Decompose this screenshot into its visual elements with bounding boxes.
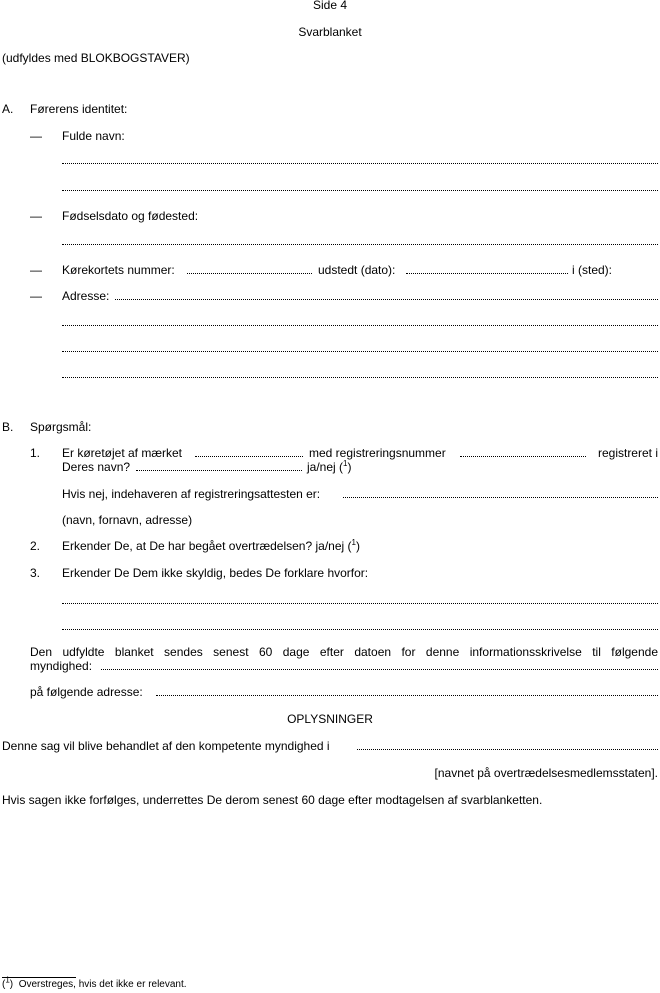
question-1-yes-no: ja/nej ($^1$) [307,459,352,474]
question-1-text-c: registreret i [597,446,658,460]
footnote-ref: 1 [343,459,348,468]
issued-place-label: i (sted): [572,263,613,277]
address-line-4[interactable] [62,377,658,378]
footnote: ($^1$) Overstreges, hvis det ikke er relevant. [2,975,187,990]
question-3-text: Erkender De Dem ikke skyldig, bedes De forklare hvorfor: [62,566,369,580]
info-line-2: Hvis sagen ikke forfølges, underrettes De derom senest 60 dage efter modtagelsen af svarblanketten. [2,793,543,807]
competent-authority-field[interactable] [357,749,658,750]
form-instruction: (udfyldes med BLOKBOGSTAVER) [2,51,190,65]
birth-label: Fødselsdato og fødested: [62,209,199,223]
section-b-title: Spørgsmål: [30,420,92,434]
question-1-text-b: med registreringsnummer [309,446,446,460]
vehicle-make-field[interactable] [195,456,303,457]
address-line-2[interactable] [62,325,658,326]
registration-holder-label: Hvis nej, indehaveren af registreringsattesten er: [62,487,321,501]
question-2-text: Erkender De, at De har begået overtrædelsen? ja/nej ($^1$) [62,538,360,553]
authority-field[interactable] [101,669,658,670]
dash: — [30,263,42,277]
section-a-letter: A. [2,102,14,116]
send-address-label: på følgende adresse: [30,685,143,699]
birth-line[interactable] [62,244,658,245]
footnote-text: Overstreges, hvis det ikke er relevant. [18,979,187,990]
address-line-3[interactable] [62,351,658,352]
page-number: Side 4 [312,0,348,12]
dash: — [30,209,42,223]
send-address-field[interactable] [156,695,658,696]
question-1-text-a: Er køretøjet af mærket [62,446,183,460]
question-1-text-d: Deres navn? [62,460,131,474]
send-instruction-line-1: Den udfyldte blanket sendes senest 60 dage efter datoen for denne informationsskrivelse til følgende [30,645,658,659]
license-number-label: Kørekortets nummer: [62,263,175,277]
license-number-field[interactable] [187,273,312,274]
dash: — [30,129,42,143]
owner-name-field[interactable] [136,470,302,471]
question-1-number: 1. [30,446,41,460]
explanation-line-1[interactable] [62,603,658,604]
member-state-note: [navnet på overtrædelsesmedlemsstaten]. [434,766,658,780]
issued-date-label: udstedt (dato): [318,263,396,277]
footnote-ref: 1 [351,538,356,547]
address-label: Adresse: [62,289,110,303]
registration-number-field[interactable] [460,456,586,457]
info-title: OPLYSNINGER [287,712,373,726]
registration-holder-field[interactable] [343,497,658,498]
registration-holder-hint: (navn, fornavn, adresse) [62,513,193,527]
info-line-1: Denne sag vil blive behandlet af den kompetente myndighed i [2,739,330,753]
full-name-line-1[interactable] [62,163,658,164]
issued-date-field[interactable] [406,273,568,274]
form-title: Svarblanket [298,25,362,39]
section-a-title: Førerens identitet: [30,102,128,116]
question-2-number: 2. [30,539,41,553]
footnote-divider [2,977,76,978]
section-b-letter: B. [2,420,14,434]
dash: — [30,289,42,303]
full-name-line-2[interactable] [62,190,658,191]
send-instruction-line-2: myndighed: [30,659,93,673]
question-3-number: 3. [30,566,41,580]
address-line-1[interactable] [115,299,658,300]
full-name-label: Fulde navn: [62,129,125,143]
explanation-line-2[interactable] [62,629,658,630]
